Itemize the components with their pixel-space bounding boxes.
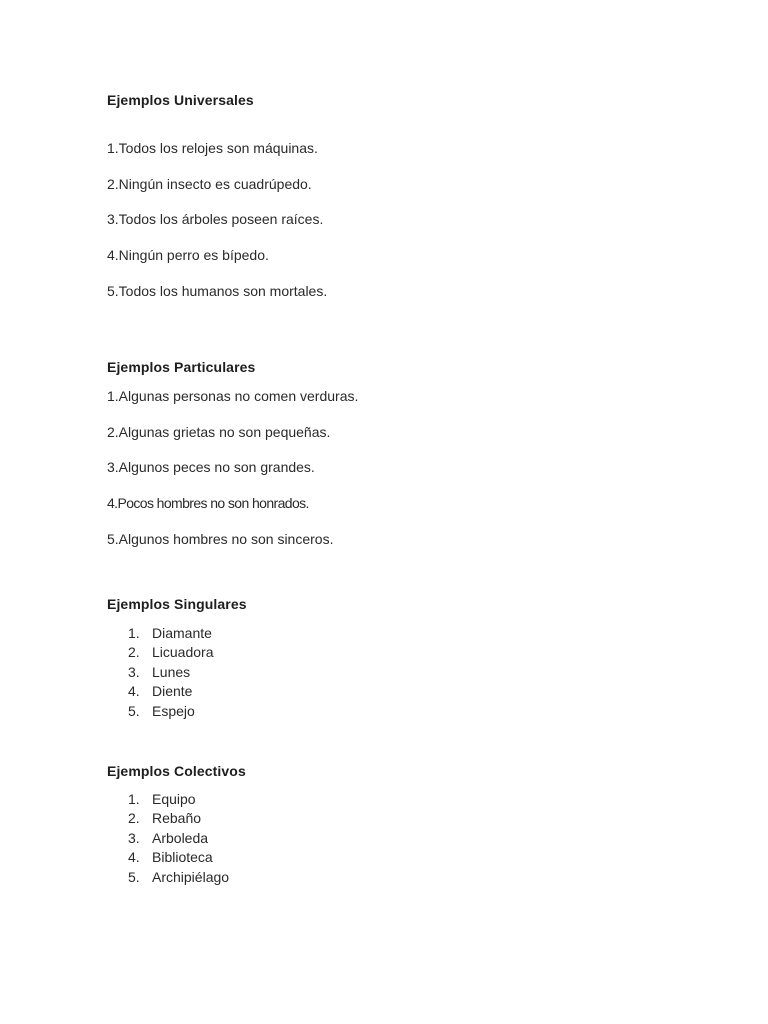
colectivos-list (107, 790, 229, 887)
universal-example-3: 3.Todos los árboles poseen raíces. (107, 211, 324, 227)
list-number: 5. (128, 868, 140, 885)
list-item (107, 682, 214, 701)
list-item (107, 643, 214, 662)
particular-example-2: 2.Algunas grietas no son pequeñas. (107, 424, 331, 440)
list-item (107, 790, 229, 809)
list-item (107, 702, 214, 721)
list-text: Equipo (152, 791, 196, 807)
list-item (107, 663, 214, 682)
list-number: 2. (128, 644, 140, 661)
particular-example-4: 4.Pocos hombres no son honrados. (107, 495, 309, 511)
particular-example-3: 3.Algunos peces no son grandes. (107, 459, 315, 475)
list-text: Biblioteca (152, 849, 213, 866)
list-item (107, 829, 229, 848)
heading-colectivos: Ejemplos Colectivos (107, 763, 246, 779)
list-text: Espejo (152, 702, 195, 719)
list-text: Archipiélago (152, 868, 230, 885)
list-text: Lunes (152, 663, 191, 680)
list-text: Diente (152, 683, 193, 700)
heading-particulares: Ejemplos Particulares (107, 359, 256, 375)
list-number: 1. (128, 791, 140, 807)
list-item (107, 624, 214, 643)
universal-example-4: 4.Ningún perro es bípedo. (107, 247, 269, 263)
universal-example-2: 2.Ningún insecto es cuadrúpedo. (107, 176, 312, 192)
heading-universales: Ejemplos Universales (107, 92, 254, 108)
list-text: Rebaño (152, 810, 202, 827)
list-text: Arboleda (152, 829, 209, 846)
list-number: 4. (128, 849, 140, 866)
list-number: 1. (128, 625, 140, 641)
particular-example-1: 1.Algunas personas no comen verduras. (107, 388, 359, 404)
list-number: 4. (128, 683, 140, 700)
list-number: 2. (128, 810, 140, 827)
universal-example-1: 1.Todos los relojes son máquinas. (107, 140, 318, 156)
list-number: 3. (128, 663, 140, 680)
list-item (107, 848, 229, 867)
list-item (107, 809, 229, 828)
list-text: Licuadora (152, 644, 214, 661)
list-number: 3. (128, 829, 140, 846)
list-text: Diamante (152, 625, 212, 641)
list-item (107, 868, 229, 887)
universal-example-5: 5.Todos los humanos son mortales. (107, 283, 328, 299)
heading-singulares: Ejemplos Singulares (107, 596, 247, 612)
list-number: 5. (128, 702, 140, 719)
particular-example-5: 5.Algunos hombres no son sinceros. (107, 531, 334, 547)
singulares-list (107, 624, 214, 721)
